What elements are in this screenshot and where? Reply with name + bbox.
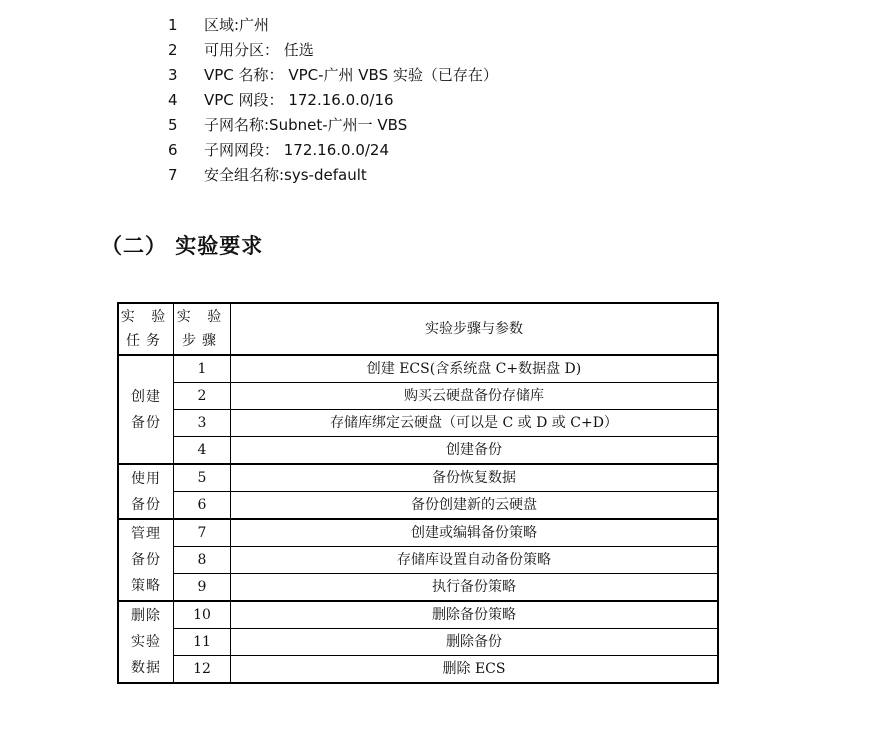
step-number-cell: 3 <box>174 410 231 437</box>
table-row <box>118 629 718 656</box>
header-task-line: 实 验 <box>120 309 172 325</box>
table-row <box>118 410 718 437</box>
step-number-cell: 11 <box>174 629 231 656</box>
task-cell-line: 策略 <box>131 578 161 594</box>
step-description-cell: 存储库设置自动备份策略 <box>231 547 719 574</box>
task-cell <box>118 464 174 519</box>
step-number-cell: 10 <box>174 601 231 629</box>
table-row <box>118 519 718 547</box>
task-cell-line: 实验 <box>131 634 161 650</box>
step-description-cell: 存储库绑定云硬盘（可以是 C 或 D 或 C+D） <box>231 410 719 437</box>
task-cell-line: 备份 <box>131 414 161 431</box>
step-description-cell: 创建备份 <box>231 437 719 465</box>
list-item-text: 可用分区： 任选 <box>204 41 314 59</box>
header-step-line: 实 验 <box>176 309 228 325</box>
table-row <box>118 574 718 602</box>
list-item <box>168 138 498 163</box>
table-header-row <box>118 303 718 355</box>
task-cell-line: 数据 <box>131 660 161 676</box>
list-item-text: 子网网段： 172.16.0.0/24 <box>204 141 390 159</box>
table-row <box>118 492 718 520</box>
list-item-number: 7 <box>168 166 178 184</box>
step-number-cell: 12 <box>174 656 231 684</box>
step-number-cell: 5 <box>174 464 231 492</box>
task-cell-line: 管理 <box>131 526 161 542</box>
header-task <box>118 303 174 355</box>
header-step <box>174 303 231 355</box>
list-item-text: 区域:广州 <box>204 16 270 34</box>
step-number-cell: 9 <box>174 574 231 602</box>
list-item-text: VPC 网段： 172.16.0.0/16 <box>204 91 394 109</box>
list-item-number: 2 <box>168 41 178 59</box>
header-params: 实验步骤与参数 <box>231 303 719 355</box>
list-item <box>168 63 498 88</box>
list-item <box>168 38 498 63</box>
task-cell-line: 备份 <box>131 496 161 513</box>
table-row <box>118 601 718 629</box>
table-row <box>118 547 718 574</box>
task-cell-line: 使用 <box>131 470 161 487</box>
header-step-line: 步骤 <box>182 333 222 349</box>
table-row <box>118 437 718 465</box>
config-parameter-list <box>168 13 498 188</box>
step-description-cell: 创建 ECS(含系统盘 C+数据盘 D) <box>231 355 719 383</box>
header-task-line: 任务 <box>126 333 166 349</box>
task-cell <box>118 519 174 601</box>
list-item-text: 安全组名称:sys-default <box>204 166 367 184</box>
task-cell <box>118 355 174 464</box>
list-item <box>168 113 498 138</box>
step-description-cell: 执行备份策略 <box>231 574 719 602</box>
list-item-number: 1 <box>168 16 178 34</box>
experiment-steps-table <box>117 302 719 684</box>
list-item-number: 3 <box>168 66 178 84</box>
step-number-cell: 1 <box>174 355 231 383</box>
list-item-text: VPC 名称： VPC-广州 VBS 实验（已存在） <box>204 66 498 84</box>
step-number-cell: 8 <box>174 547 231 574</box>
task-cell-line: 删除 <box>131 608 161 624</box>
step-description-cell: 删除 ECS <box>231 656 719 684</box>
step-number-cell: 2 <box>174 383 231 410</box>
step-description-cell: 购买云硬盘备份存储库 <box>231 383 719 410</box>
table-row <box>118 355 718 383</box>
step-description-cell: 备份恢复数据 <box>231 464 719 492</box>
step-number-cell: 6 <box>174 492 231 520</box>
step-description-cell: 创建或编辑备份策略 <box>231 519 719 547</box>
list-item-number: 5 <box>168 116 178 134</box>
step-description-cell: 删除备份 <box>231 629 719 656</box>
step-description-cell: 备份创建新的云硬盘 <box>231 492 719 520</box>
task-cell-line: 备份 <box>131 552 161 568</box>
step-number-cell: 4 <box>174 437 231 465</box>
table-row <box>118 656 718 684</box>
table-row <box>118 383 718 410</box>
step-description-cell: 删除备份策略 <box>231 601 719 629</box>
table-row <box>118 464 718 492</box>
list-item <box>168 88 498 113</box>
list-item-number: 6 <box>168 141 178 159</box>
list-item <box>168 13 498 38</box>
step-number-cell: 7 <box>174 519 231 547</box>
section-heading: （二） 实验要求 <box>101 234 264 258</box>
list-item <box>168 163 498 188</box>
task-cell-line: 创建 <box>131 388 161 405</box>
list-item-text: 子网名称:Subnet-广州一 VBS <box>204 116 408 134</box>
list-item-number: 4 <box>168 91 178 109</box>
task-cell <box>118 601 174 683</box>
